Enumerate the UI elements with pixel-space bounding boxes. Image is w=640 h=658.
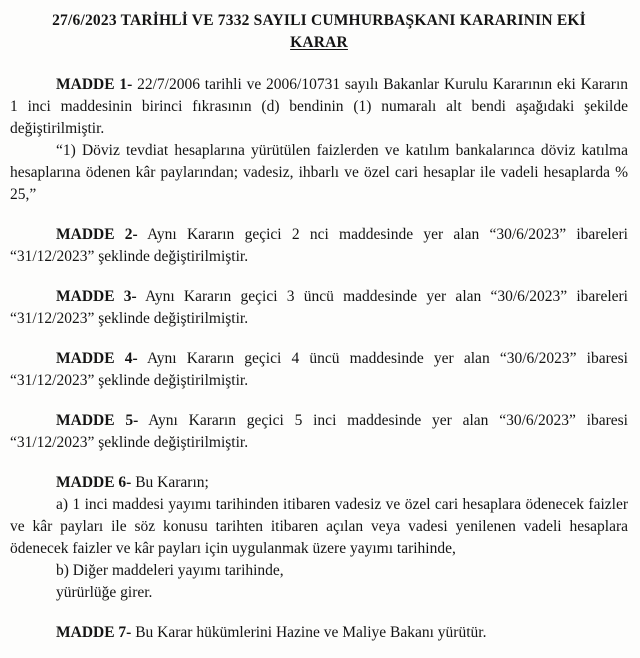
article-6-subitem-a-text: a) 1 inci maddesi yayımı tarihinden itibaren vadesiz ve özel cari hesaplara ödenecek faizler ve kâr payları ile söz konusu tarihten itibaren açılan veya vadesi yenilenen vadeli hesaplara ödenecek faizler ve kâr payları için uygulanmak üzere yayımı tarihinde, (10, 496, 628, 557)
article-3-label: MADDE 3- (56, 288, 137, 305)
article-4-label: MADDE 4- (56, 350, 138, 367)
article-7 (10, 622, 628, 644)
article-4 (10, 348, 628, 392)
quote-paragraph (10, 140, 628, 206)
article-7-text: Bu Karar hükümlerini Hazine ve Maliye Bakanı yürütür. (135, 624, 487, 641)
article-1-label: MADDE 1- (56, 76, 133, 93)
article-6-text: Bu Kararın; (135, 474, 209, 491)
article-6-label: MADDE 6- (56, 474, 132, 491)
article-2 (10, 224, 628, 268)
quote-paragraph-text: “1) Döviz tevdiat hesaplarına yürütülen faizlerden ve katılım bankalarınca döviz katılma hesaplarına ödenen kâr paylarından; vadesiz, ihbarlı ve özel cari hesaplar ile vadeli hesaplarda % 25,” (10, 142, 628, 203)
article-4-text: Aynı Kararın geçici 4 üncü maddesinde yer alan “30/6/2023” ibaresi “31/12/2023” şeklinde değiştirilmiştir. (10, 350, 628, 389)
article-6-subitem-b (10, 560, 628, 582)
article-3 (10, 286, 628, 330)
article-6-subitem-b-text: b) Diğer maddeleri yayımı tarihinde, (56, 562, 284, 579)
article-6-effective-clause-text: yürürlüğe girer. (56, 584, 153, 601)
article-6-effective-clause (10, 582, 628, 604)
document-title (10, 10, 628, 54)
document-title-line1: 27/6/2023 TARİHLİ VE 7332 SAYILI CUMHURBAŞKANI KARARININ EKİ (52, 12, 586, 29)
article-5-text: Aynı Kararın geçici 5 inci maddesinde yer alan “30/6/2023” ibaresi “31/12/2023” şeklinde değiştirilmiştir. (10, 412, 628, 451)
article-2-label: MADDE 2- (56, 226, 138, 243)
document-title-line2: KARAR (290, 34, 348, 51)
article-5-label: MADDE 5- (56, 412, 139, 429)
article-1-text: 22/7/2006 tarihli ve 2006/10731 sayılı Bakanlar Kurulu Kararının eki Kararın 1 inci maddesinin birinci fıkrasının (d) bendinin (1) numaralı alt bendi aşağıdaki şekilde değiştirilmiştir. (10, 76, 629, 137)
article-1 (10, 74, 628, 140)
article-2-text: Aynı Kararın geçici 2 nci maddesinde yer alan “30/6/2023” ibareleri “31/12/2023” şeklinde değiştirilmiştir. (10, 226, 628, 265)
article-6-subitem-a (10, 494, 628, 560)
article-7-label: MADDE 7- (56, 624, 132, 641)
article-5 (10, 410, 628, 454)
article-6 (10, 472, 628, 494)
article-3-text: Aynı Kararın geçici 3 üncü maddesinde yer alan “30/6/2023” ibareleri “31/12/2023” şeklinde değiştirilmiştir. (10, 288, 628, 327)
